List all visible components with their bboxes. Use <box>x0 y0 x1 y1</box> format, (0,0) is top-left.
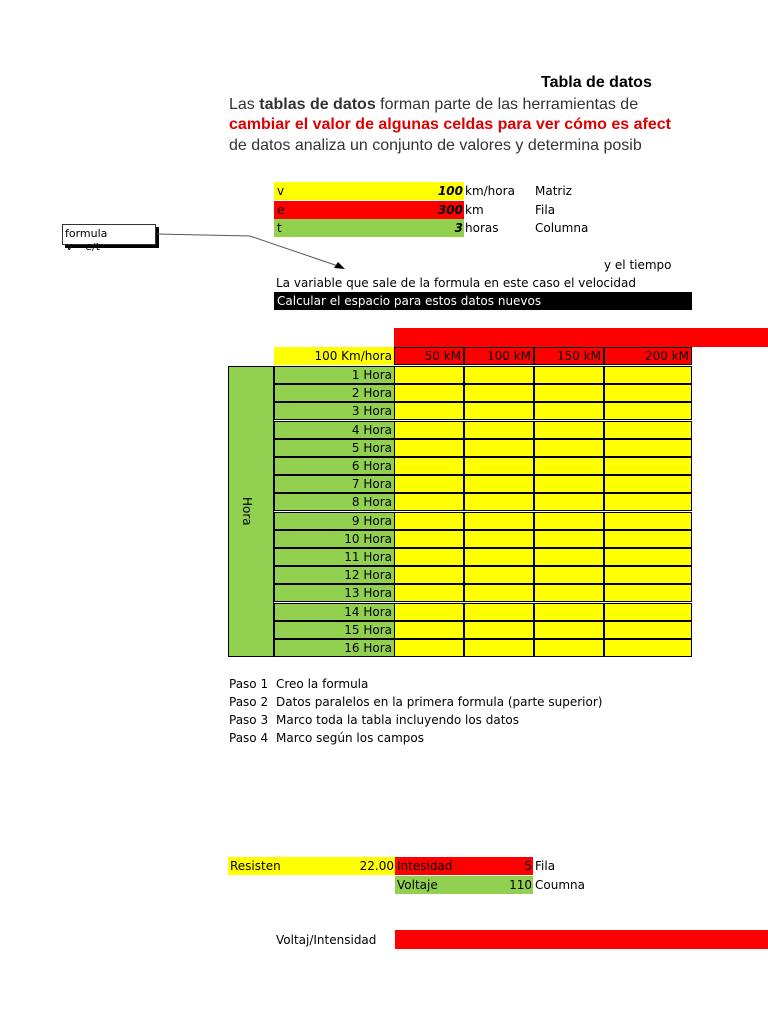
table-cell[interactable] <box>394 603 464 621</box>
table-cell[interactable] <box>464 512 534 530</box>
variable-text: La variable que sale de la formula en este caso el velocidad <box>276 276 636 290</box>
table-cell[interactable] <box>464 439 534 457</box>
table-cell[interactable] <box>534 639 604 657</box>
param-role: Matriz <box>535 184 572 198</box>
table-header-cell[interactable]: 50 kM <box>394 347 464 365</box>
table-header-cell[interactable]: 200 kM <box>604 347 692 365</box>
table-cell[interactable] <box>394 421 464 439</box>
table-cell[interactable] <box>534 421 604 439</box>
table-header-cell[interactable]: 100 kM <box>464 347 534 365</box>
table-cell[interactable] <box>394 584 464 602</box>
comment-note[interactable]: formula <box>62 224 156 245</box>
table-cell[interactable] <box>394 493 464 511</box>
table-cell[interactable] <box>604 384 692 402</box>
table-corner[interactable]: 100 Km/hora <box>274 347 394 365</box>
table-cell[interactable] <box>534 603 604 621</box>
param-value-cell[interactable]: 100 <box>437 184 463 198</box>
table-cell[interactable] <box>604 621 692 639</box>
table-cell[interactable] <box>464 639 534 657</box>
row-label-cell[interactable]: 7 Hora <box>274 475 395 493</box>
table-cell[interactable] <box>534 439 604 457</box>
param-role: Columna <box>535 221 589 235</box>
step-item: Paso 1 Creo la formula <box>229 677 369 691</box>
row-label-cell[interactable]: 10 Hora <box>274 530 395 548</box>
page-title: Tabla de datos <box>541 74 652 91</box>
param-value-cell[interactable]: 3 <box>454 221 463 235</box>
intensity-role: Fila <box>535 859 556 873</box>
table-cell[interactable] <box>534 475 604 493</box>
table-cell[interactable] <box>464 457 534 475</box>
table-cell[interactable] <box>464 402 534 420</box>
row-label-cell[interactable]: 16 Hora <box>274 639 395 657</box>
param-unit: km <box>465 203 484 217</box>
table-cell[interactable] <box>604 475 692 493</box>
resist-value[interactable]: 22.00 <box>359 859 394 873</box>
table-cell[interactable] <box>464 621 534 639</box>
param-role: Fila <box>535 203 556 217</box>
row-label-cell[interactable]: 15 Hora <box>274 621 395 639</box>
table-cell[interactable] <box>604 402 692 420</box>
param-unit: horas <box>465 221 499 235</box>
step-item: Paso 2 Datos paralelos en la primera formula (parte superior) <box>229 695 603 709</box>
row-label-cell[interactable]: 2 Hora <box>274 384 395 402</box>
table-cell[interactable] <box>604 639 692 657</box>
param-value-cell[interactable]: 300 <box>437 203 463 217</box>
table-cell[interactable] <box>604 512 692 530</box>
param-name-cell[interactable]: e <box>274 201 464 219</box>
row-label-cell[interactable]: 8 Hora <box>274 493 395 511</box>
side-label: Hora <box>240 497 254 526</box>
table-cell[interactable] <box>604 548 692 566</box>
formula-label: Voltaj/Intensidad <box>276 933 377 947</box>
table-cell[interactable] <box>394 439 464 457</box>
table-cell[interactable] <box>394 384 464 402</box>
table-cell[interactable] <box>394 457 464 475</box>
table-cell[interactable] <box>464 475 534 493</box>
table-cell[interactable] <box>534 493 604 511</box>
table-cell[interactable] <box>464 384 534 402</box>
param-name-cell[interactable]: t <box>274 219 464 237</box>
table-cell[interactable] <box>394 621 464 639</box>
intro-line-3: de datos analiza un conjunto de valores y determina posib <box>229 137 642 154</box>
table-cell[interactable] <box>534 530 604 548</box>
table-top-band <box>394 328 768 347</box>
row-label-cell[interactable]: 3 Hora <box>274 402 395 420</box>
table-cell[interactable] <box>464 584 534 602</box>
table-cell[interactable] <box>464 566 534 584</box>
comment-note-formula: v =e/t <box>66 243 101 251</box>
row-label-cell[interactable]: 4 Hora <box>274 421 395 439</box>
table-cell[interactable] <box>604 439 692 457</box>
table-cell[interactable] <box>464 366 534 384</box>
row-label-cell[interactable]: 6 Hora <box>274 457 395 475</box>
table-cell[interactable] <box>604 566 692 584</box>
row-label-cell[interactable]: 5 Hora <box>274 439 395 457</box>
table-cell[interactable] <box>464 603 534 621</box>
table-header-cell[interactable]: 150 kM <box>534 347 604 365</box>
row-label-cell[interactable]: 9 Hora <box>274 512 395 530</box>
table-cell[interactable] <box>394 530 464 548</box>
row-label-cell[interactable]: 14 Hora <box>274 603 395 621</box>
row-label-cell[interactable]: 11 Hora <box>274 548 395 566</box>
table-cell[interactable] <box>394 366 464 384</box>
row-label-cell[interactable]: 1 Hora <box>274 366 395 384</box>
voltage-label[interactable]: Voltaje <box>395 876 533 894</box>
row-label-cell[interactable]: 12 Hora <box>274 566 395 584</box>
resist-label[interactable]: Resisten <box>228 857 395 875</box>
table-cell[interactable] <box>394 548 464 566</box>
table-cell[interactable] <box>604 457 692 475</box>
calc-bar: Calcular el espacio para estos datos nuevos <box>274 292 692 310</box>
table-cell[interactable] <box>604 530 692 548</box>
table-cell[interactable] <box>464 493 534 511</box>
table-cell[interactable] <box>394 566 464 584</box>
table-cell[interactable] <box>604 493 692 511</box>
step-item: Paso 4 Marco según los campos <box>229 731 425 745</box>
voltage-role: Coumna <box>535 878 585 892</box>
table-cell[interactable] <box>394 639 464 657</box>
table-cell[interactable] <box>534 402 604 420</box>
table-cell[interactable] <box>604 584 692 602</box>
table-cell[interactable] <box>464 421 534 439</box>
intensity-value[interactable]: 5 <box>524 859 532 873</box>
table-cell[interactable] <box>534 512 604 530</box>
formula-result-bar[interactable] <box>395 930 768 949</box>
table-cell[interactable] <box>464 548 534 566</box>
table-cell[interactable] <box>394 402 464 420</box>
table-cell[interactable] <box>534 366 604 384</box>
table-cell[interactable] <box>534 621 604 639</box>
table-cell[interactable] <box>604 603 692 621</box>
table-cell[interactable] <box>394 475 464 493</box>
table-cell[interactable] <box>534 457 604 475</box>
table-cell[interactable] <box>604 366 692 384</box>
table-cell[interactable] <box>534 566 604 584</box>
table-cell[interactable] <box>534 548 604 566</box>
step-item: Paso 3 Marco toda la tabla incluyendo los datos <box>229 713 519 727</box>
tiempo-text: y el tiempo <box>604 258 672 272</box>
table-cell[interactable] <box>534 384 604 402</box>
param-unit: km/hora <box>465 184 515 198</box>
table-cell[interactable] <box>394 512 464 530</box>
voltage-value[interactable]: 110 <box>509 878 532 892</box>
intro-line-2: cambiar el valor de algunas celdas para ver cómo es afect <box>229 116 671 133</box>
intro-line-1: Las tablas de datos forman parte de las herramientas de <box>229 96 639 113</box>
intensity-label[interactable]: Intesidad <box>395 857 533 875</box>
table-cell[interactable] <box>604 421 692 439</box>
comment-arrow <box>0 0 768 300</box>
table-cell[interactable] <box>534 584 604 602</box>
table-cell[interactable] <box>464 530 534 548</box>
param-name-cell[interactable]: v <box>274 182 464 200</box>
row-label-cell[interactable]: 13 Hora <box>274 584 395 602</box>
